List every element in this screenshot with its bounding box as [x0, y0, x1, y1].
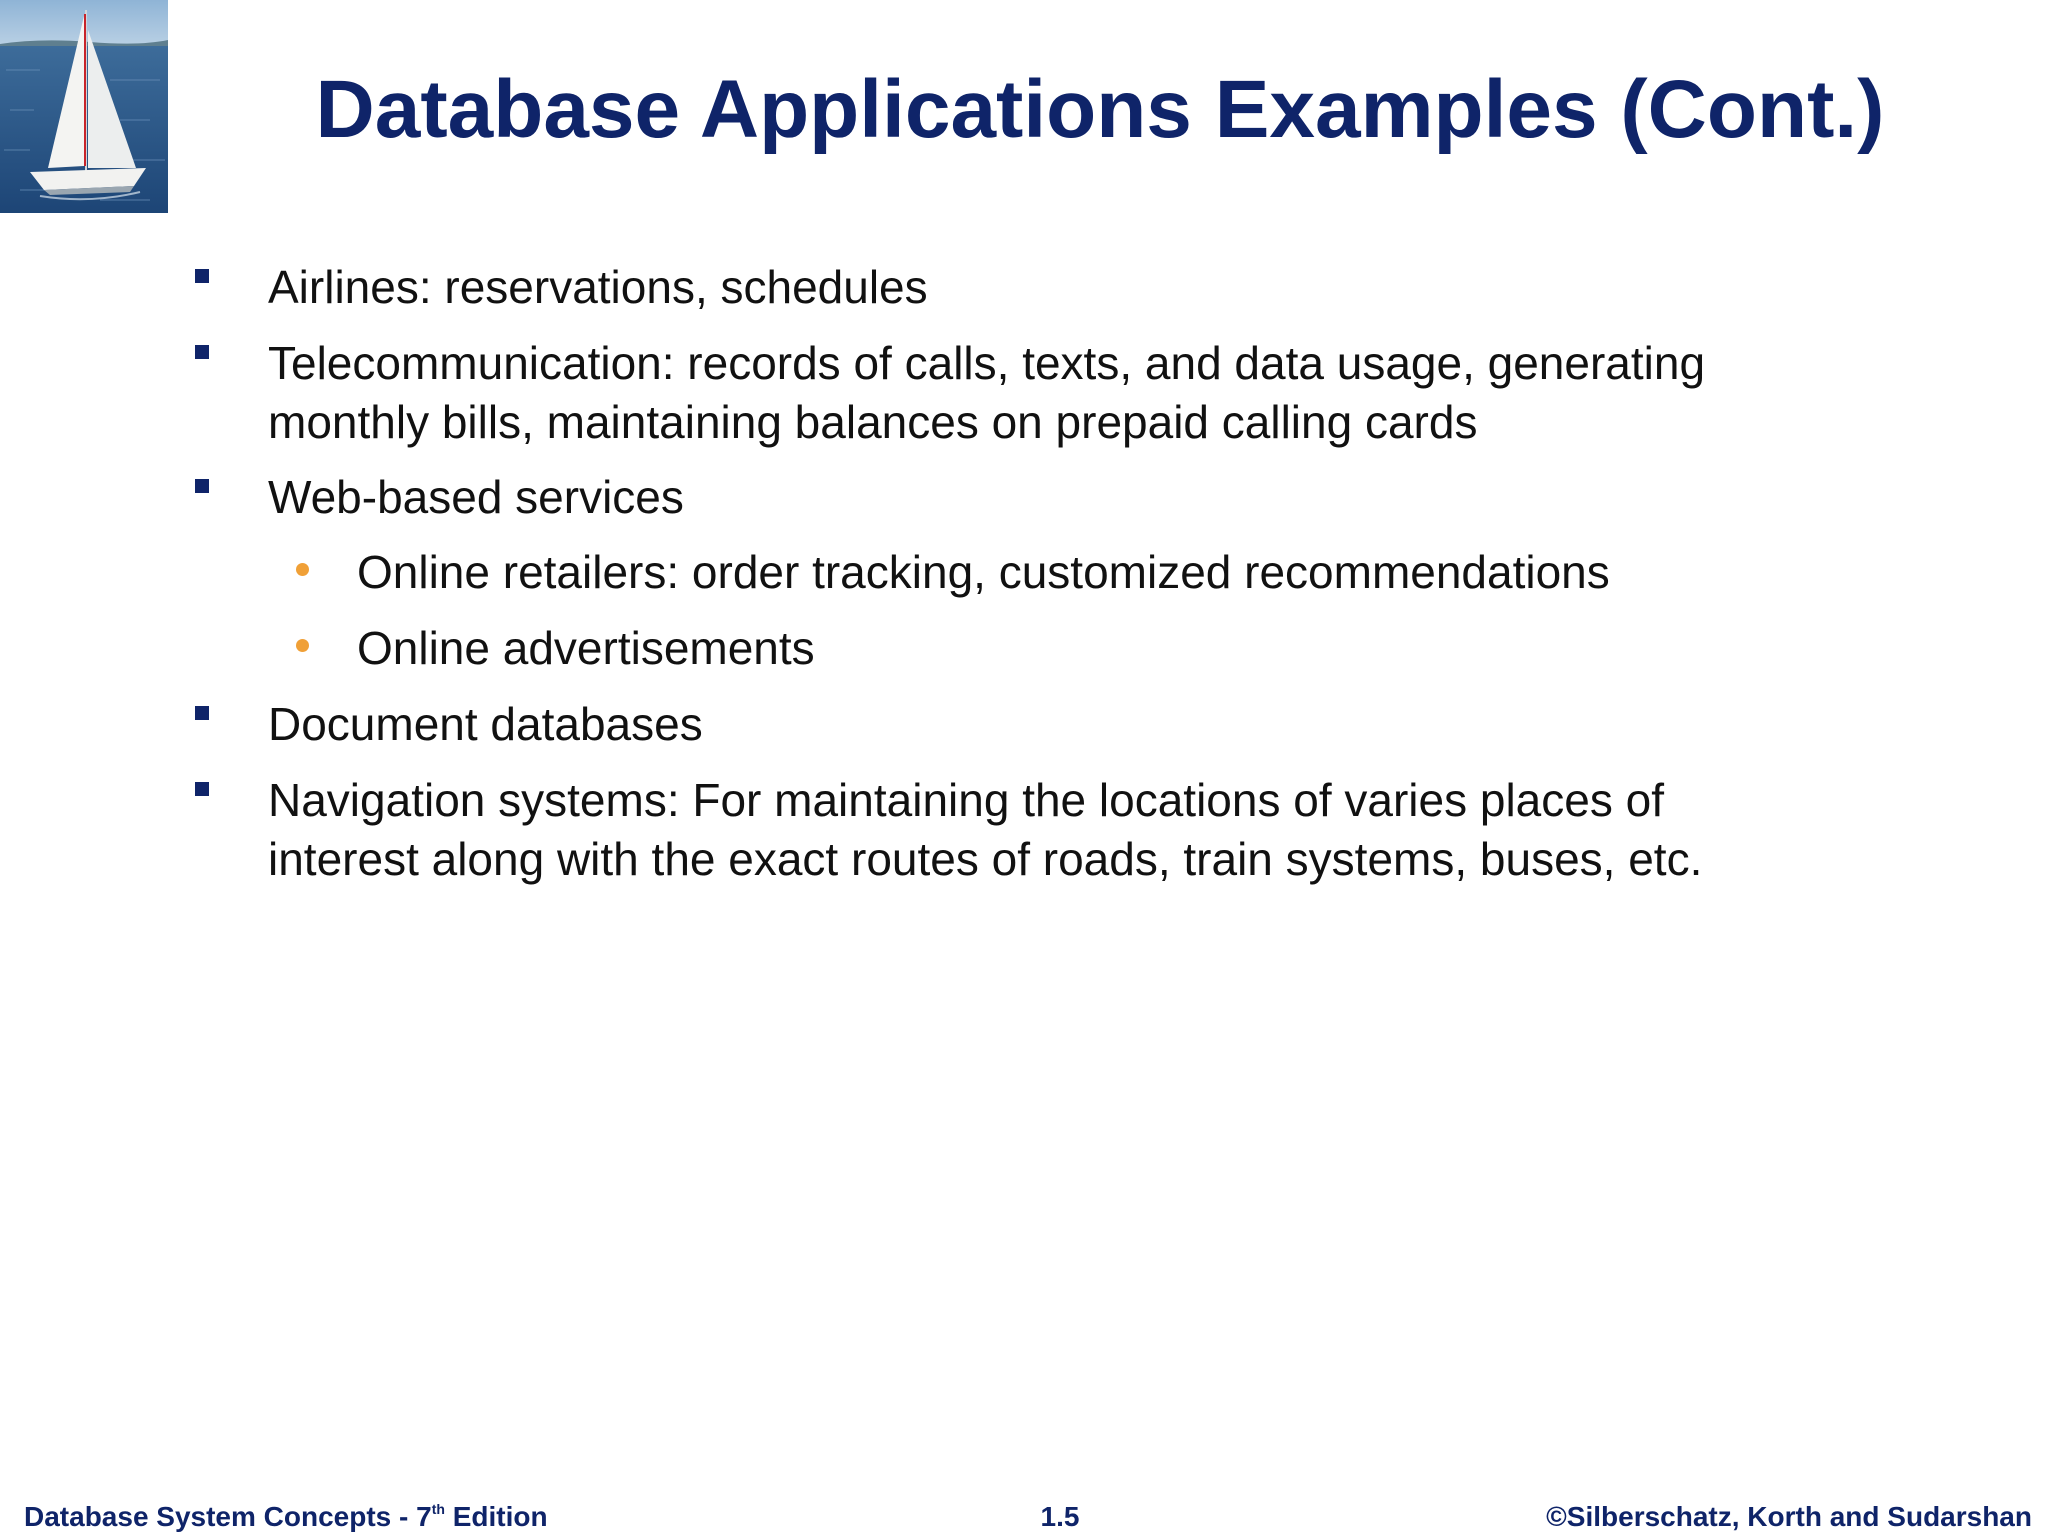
round-bullet-icon — [296, 563, 309, 576]
list-item: Telecommunication: records of calls, texts, and data usage, generating — [268, 337, 1706, 389]
footer-copyright: ©Silberschatz, Korth and Sudarshan — [1546, 1501, 2032, 1532]
footer-book-ordinal: th — [431, 1501, 445, 1517]
square-bullet-icon — [195, 479, 209, 493]
page-number: 1.5 — [1040, 1501, 1080, 1532]
list-item: Navigation systems: For maintaining the locations of varies places of — [268, 774, 1664, 826]
square-bullet-icon — [195, 782, 209, 796]
footer-book-prefix: Database System Concepts - 7 — [24, 1501, 432, 1532]
footer-book-suffix: Edition — [444, 1501, 548, 1532]
square-bullet-icon — [195, 706, 209, 720]
sub-list-item: Online advertisements — [357, 622, 815, 674]
square-bullet-icon — [195, 345, 209, 359]
sub-list-item: Online retailers: order tracking, customized recommendations — [357, 546, 1610, 598]
square-bullet-icon — [195, 269, 209, 283]
list-item: Web-based services — [268, 471, 684, 523]
list-item: Document databases — [268, 698, 703, 750]
list-item: Airlines: reservations, schedules — [268, 261, 928, 313]
list-item-continuation: monthly bills, maintaining balances on prepaid calling cards — [268, 396, 1478, 448]
page-title: Database Applications Examples (Cont.) — [315, 64, 1885, 155]
round-bullet-icon — [296, 639, 309, 652]
footer-book-title — [24, 1500, 548, 1534]
list-item-continuation: interest along with the exact routes of roads, train systems, buses, etc. — [268, 833, 1703, 885]
